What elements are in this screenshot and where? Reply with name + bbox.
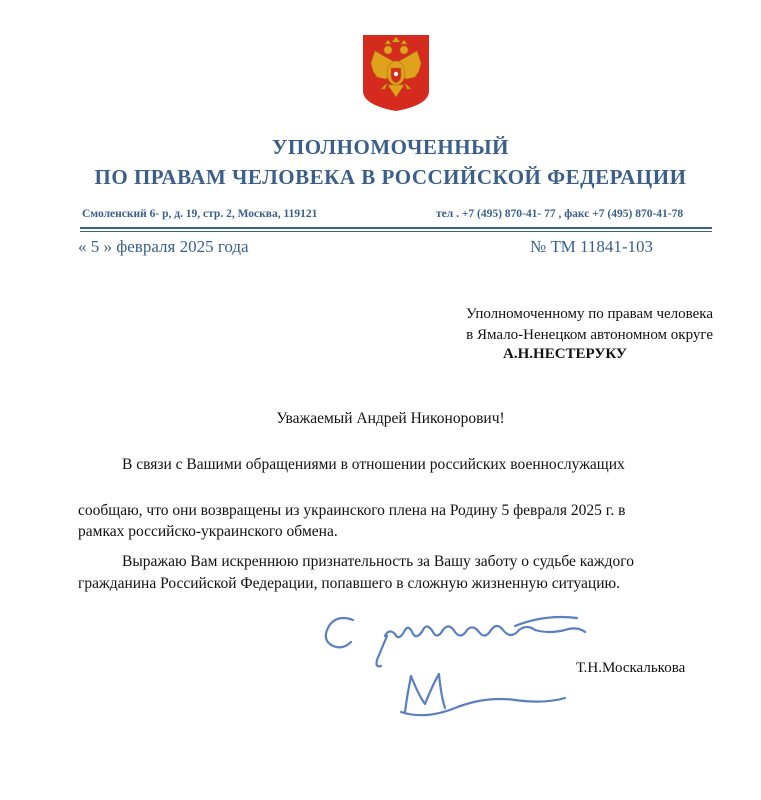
recipient-name: А.Н.НЕСТЕРУКУ	[503, 346, 627, 362]
org-title-line2: ПО ПРАВАМ ЧЕЛОВЕКА В РОССИЙСКОЙ ФЕДЕРАЦИИ	[94, 165, 687, 189]
handwritten-signature	[315, 600, 595, 730]
header-divider	[80, 227, 712, 229]
body-paragraph2-line2: гражданина Российской Федерации, попавшего в сложную жизненную ситуацию.	[78, 575, 620, 592]
signatory-name: Т.Н.Москалькова	[576, 660, 686, 676]
body-paragraph2-line1: Выражаю Вам искреннюю признательность за Вашу заботу о судьбе каждого	[122, 553, 634, 570]
recipient-title: Уполномоченному по правам человека	[466, 306, 713, 322]
salutation: Уважаемый Андрей Никонорович!	[276, 410, 505, 427]
org-phone-fax: тел . +7 (495) 870-41- 77 , факс +7 (495) 870-41-78	[436, 208, 684, 220]
letter-number: № ТМ 11841-103	[530, 237, 654, 256]
header-divider-thin	[80, 231, 712, 232]
russian-coat-of-arms-icon	[361, 33, 431, 113]
body-paragraph1-line2: сообщаю, что они возвращены из украинского плена на Родину 5 февраля 2025 г. в	[78, 502, 626, 519]
org-title-line1: УПОЛНОМОЧЕННЫЙ	[271, 135, 510, 159]
org-address: Смоленский 6- р, д. 19, стр. 2, Москва, 119121	[82, 208, 318, 220]
body-paragraph1-line3: рамках российско-украинского обмена.	[78, 523, 338, 540]
recipient-region: в Ямало-Ненецком автономном округе	[466, 327, 713, 343]
body-paragraph1-line1: В связи с Вашими обращениями в отношении российских военнослужащих	[122, 456, 625, 473]
letter-date: « 5 » февраля 2025 года	[78, 237, 249, 256]
